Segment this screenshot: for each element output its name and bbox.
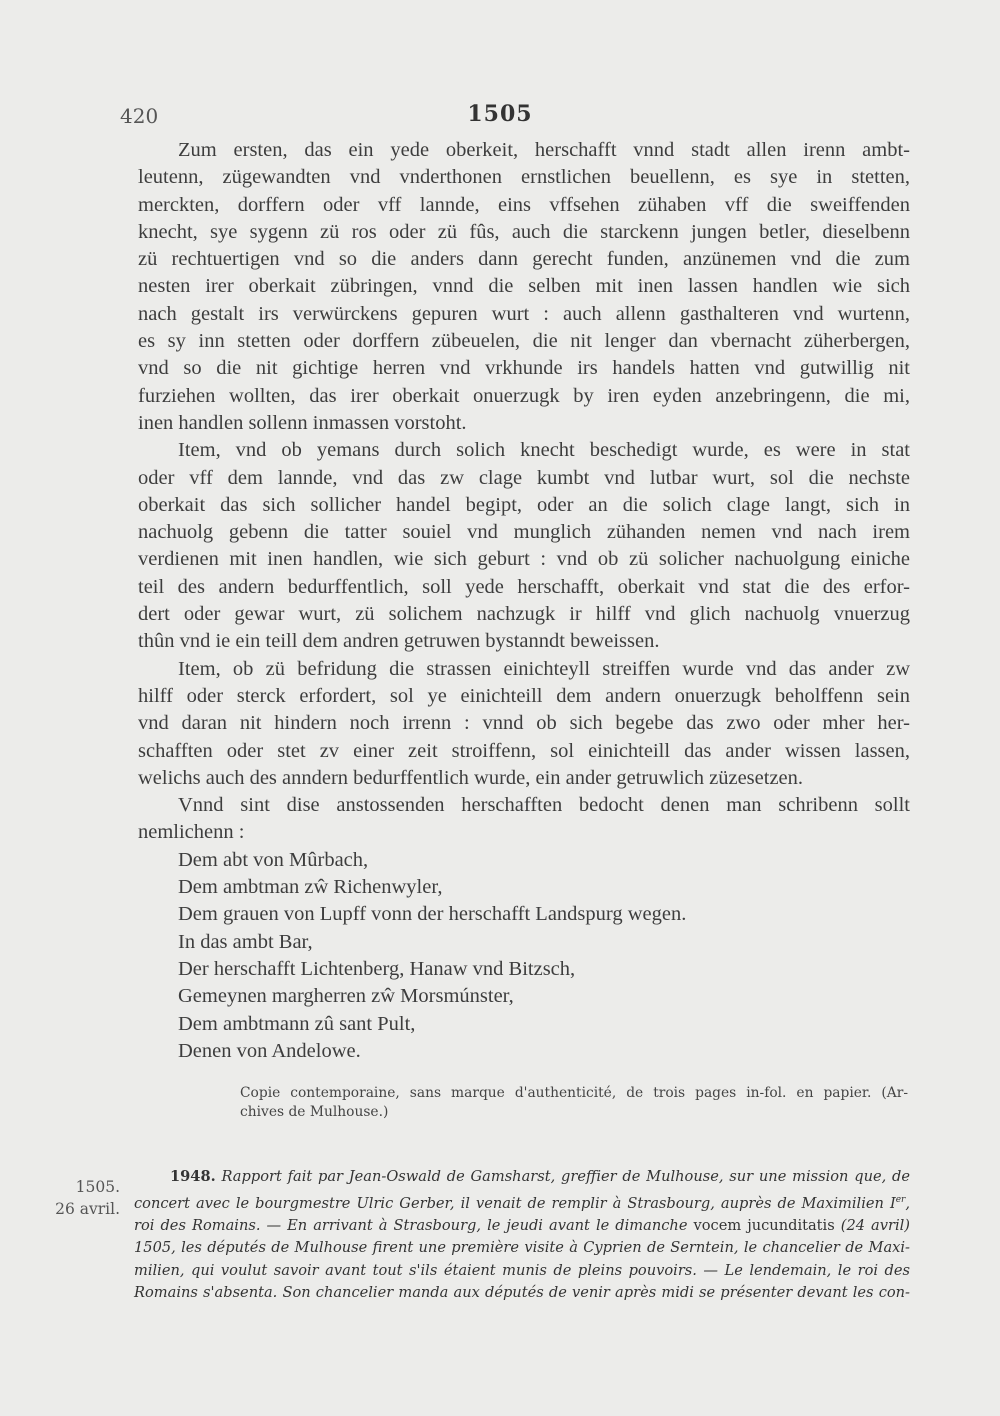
text-line: schafften oder stet zv einer zeit stroiffenn, sol einichteill das ander wissen lassen, (138, 739, 910, 762)
list-item: In das ambt Bar, (178, 930, 313, 953)
entry-line: milien, qui voulut savoir avant tout s'ils étaient munis de pleins pouvoirs. — Le lendemain, le roi des (134, 1261, 910, 1279)
running-title: 1505 (467, 101, 533, 127)
text-line: vnd daran nit hindern noch irrenn : vnnd ob sich begebe das zwo oder mher her- (138, 712, 910, 735)
entry-line (134, 1166, 910, 1189)
source-note (240, 1084, 908, 1122)
list-item: Dem ambtmann zû sant Pult, (178, 1012, 416, 1035)
text-line: hilff oder sterck erfordert, sol ye einichteill dem andern onuerzugk beholffenn sein (138, 684, 910, 707)
list-item: Dem abt von Mûrbach, (178, 848, 369, 871)
text-line: vnd so die nit gichtige herren vnd vrkhunde irs handels hatten vnd gutwillig nit (138, 357, 910, 380)
body-text (138, 137, 910, 1065)
margin-date (40, 1176, 120, 1220)
source-note-line: Copie contemporaine, sans marque d'authenticité, de trois pages in-fol. en papier. (Ar- (240, 1085, 908, 1101)
list-item: Gemeynen margherren zŵ Morsmúnster, (178, 985, 514, 1008)
text-line: thûn vnd ie ein teill dem andren getruwen bystanndt beweissen. (138, 630, 660, 653)
entry-number: 1948. (170, 1168, 216, 1185)
page-number: 420 (120, 104, 159, 128)
entry-line: Romains s'absenta. Son chancelier manda aux députés de venir après midi se présenter devant les con- (134, 1284, 910, 1302)
entry-line: roi des Romains. — En arrivant à Strasbourg, le jeudi avant le dimanche vocem jucunditatis (24 avril) (134, 1216, 911, 1234)
list-item: Dem ambtman zŵ Richenwyler, (178, 876, 443, 899)
margin-year: 1505. (75, 1178, 120, 1196)
entry-line: concert avec le bourgmestre Ulric Gerber, il venait de remplir à Strasbourg, auprès de Maximilien Ier, (134, 1194, 910, 1212)
text-line: nesten irer oberkait zübringen, vnnd die selben mit inen lassen handlen wie sich (138, 275, 910, 298)
text-line: verdienen mit inen handlen, wie sich geburt : vnd ob zü solicher nachuolgung einiche (138, 548, 910, 571)
text-line: oder vff dem lannde, vnd das zw clage kumbt vnd lutbar wurt, sol die nechste (138, 466, 910, 489)
text-line: furziehen wollten, das irer oberkait onuerzugk by iren eyden anzebringenn, die mi, (138, 384, 910, 407)
text-line: nemlichenn : (138, 821, 245, 844)
text-line: inen handlen sollenn inmassen vorstoht. (138, 411, 467, 434)
list-item: Denen von Andelowe. (178, 1039, 361, 1062)
list-item: Der herschafft Lichtenberg, Hanaw vnd Bitzsch, (178, 957, 576, 980)
text-line: dert oder gewar wurt, zü solichem nachzugk ir hilff vnd glich nachuolg vnuerzug (138, 603, 910, 626)
text-line: leutenn, zügewandten vnd vnderthonen ernstlichen beuellenn, es sye in stetten, (138, 166, 910, 189)
text-line: Vnnd sint dise anstossenden herschafften bedocht denen man schribenn sollt (178, 794, 910, 817)
entry-1948 (134, 1166, 910, 1305)
text-line: es sy inn stetten oder dorffern zübeuelen, die nit lenger dan vbernacht züherbergen, (138, 330, 910, 353)
entry-text: Rapport fait par Jean-Oswald de Gamsharst, greffier de Mulhouse, sur une mission que, de (221, 1168, 910, 1185)
text-line: oberkait das sich sollicher handel begipt, oder an die solich clage langt, sich in (138, 493, 910, 516)
text-line: welichs auch des anndern bedurffentlich wurde, ein ander getruwlich züzesetzen. (138, 766, 804, 789)
list-item: Dem grauen von Lupff vonn der herschafft Landspurg wegen. (178, 903, 687, 926)
margin-day: 26 avril. (55, 1200, 120, 1218)
text-line: nach gestalt irs verwürckens gepuren wurt : auch allenn gasthalteren vnd wurtenn, (138, 302, 910, 325)
text-line: merckten, dorffern oder vff lannde, eins vffsehen zühaben vff die sweiffenden (138, 193, 910, 216)
text-line: Zum ersten, das ein yede oberkeit, herschafft vnnd stadt allen irenn ambt- (178, 139, 910, 161)
text-line: teil des andern bedurffentlich, soll yede herschafft, oberkait vnd stat die des erfor- (138, 575, 910, 598)
entry-line: 1505, les députés de Mulhouse firent une première visite à Cyprien de Serntein, le chancelier de Maxi- (134, 1239, 910, 1257)
text-line: Item, ob zü befridung die strassen einichteyll streiffen wurde vnd das ander zw (178, 657, 910, 680)
text-line: Item, vnd ob yemans durch solich knecht beschedigt wurde, es were in stat (178, 439, 910, 462)
text-line: nachuolg gebenn die tatter souiel vnd munglich zühanden nemen vnd nach irem (138, 521, 910, 544)
source-note-line: chives de Mulhouse.) (240, 1104, 389, 1120)
text-line: knecht, sye sygenn zü ros oder zü fûs, auch die starckenn jungen betler, dieselbenn (138, 220, 910, 243)
text-line: zü rechtuertigen vnd so die anders dann gerecht funden, anzünemen vnd die zum (138, 248, 910, 271)
